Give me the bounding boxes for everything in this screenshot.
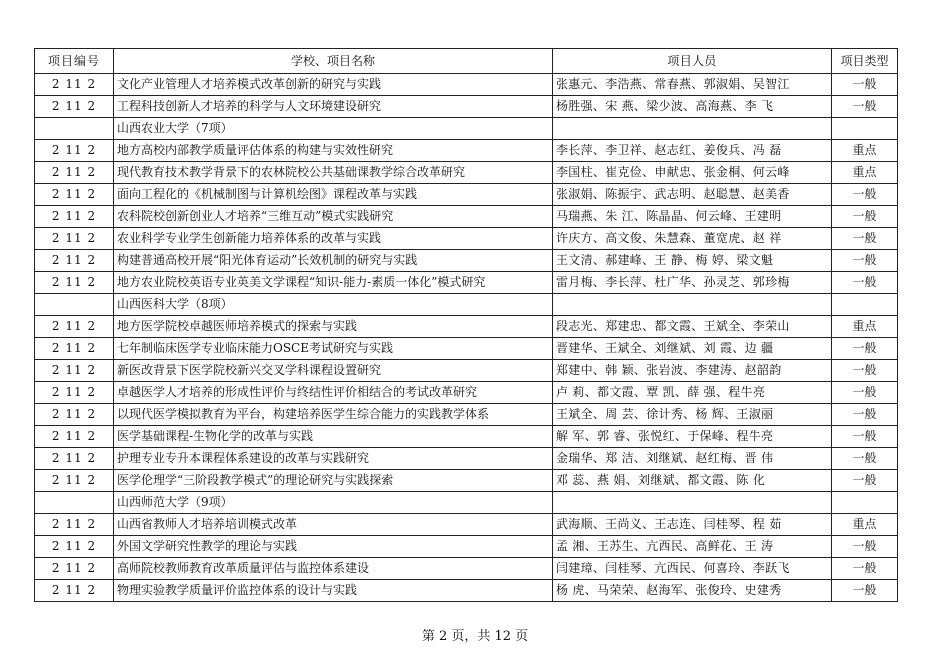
cell-project-members: 许庆方、高文俊、朱慧森、董宽虎、赵 祥 (553, 228, 832, 250)
cell-project-name: 山西农业大学（7项） (114, 118, 553, 140)
cell-project-code: 2 11 2 (35, 338, 114, 360)
table-row (35, 140, 898, 162)
table-row (35, 404, 898, 426)
cell-project-type (832, 492, 898, 514)
cell-project-name: 农科院校创新创业人才培养“三维互动”模式实践研究 (114, 206, 553, 228)
cell-project-name: 地方农业院校英语专业英美文学课程“知识-能力-素质一体化”模式研究 (114, 272, 553, 294)
cell-project-name: 卓越医学人才培养的形成性评价与终结性评价相结合的考试改革研究 (114, 382, 553, 404)
cell-project-code: 2 11 2 (35, 404, 114, 426)
table-row (35, 360, 898, 382)
cell-project-members: 武海顺、王尚义、王志连、闫桂琴、程 茹 (553, 514, 832, 536)
table-row (35, 96, 898, 118)
cell-project-code: 2 11 2 (35, 580, 114, 602)
cell-project-name: 现代教育技术教学背景下的农林院校公共基础课教学综合改革研究 (114, 162, 553, 184)
cell-project-members: 雷月梅、李长萍、杜广华、孙灵芝、郭珍梅 (553, 272, 832, 294)
cell-project-code: 2 11 2 (35, 558, 114, 580)
cell-project-code: 2 11 2 (35, 448, 114, 470)
cell-project-code (35, 118, 114, 140)
cell-project-name: 山西医科大学（8项） (114, 294, 553, 316)
school-section-row (35, 118, 898, 140)
header-project-code: 项目编号 (35, 49, 114, 74)
cell-project-code: 2 11 2 (35, 250, 114, 272)
cell-project-type: 一般 (832, 228, 898, 250)
cell-project-type: 一般 (832, 580, 898, 602)
table-row (35, 580, 898, 602)
cell-project-code: 2 11 2 (35, 426, 114, 448)
cell-project-type: 一般 (832, 184, 898, 206)
cell-project-members: 晋建华、王斌全、刘继斌、刘 霞、边 疆 (553, 338, 832, 360)
cell-project-code: 2 11 2 (35, 74, 114, 96)
cell-project-code: 2 11 2 (35, 514, 114, 536)
cell-project-type: 一般 (832, 360, 898, 382)
table-row (35, 206, 898, 228)
cell-project-members: 马瑞燕、朱 江、陈晶晶、何云峰、王建明 (553, 206, 832, 228)
cell-project-name: 物理实验教学质量评价监控体系的设计与实践 (114, 580, 553, 602)
cell-project-members: 郑建中、韩 颖、张岩波、李建涛、赵韶韵 (553, 360, 832, 382)
table-row (35, 338, 898, 360)
cell-project-name: 以现代医学模拟教育为平台，构建培养医学生综合能力的实践教学体系 (114, 404, 553, 426)
cell-project-type: 重点 (832, 316, 898, 338)
cell-project-type: 一般 (832, 206, 898, 228)
cell-project-name: 工程科技创新人才培养的科学与人文环境建设研究 (114, 96, 553, 118)
header-school-project-name: 学校、项目名称 (114, 49, 553, 74)
cell-project-name: 七年制临床医学专业临床能力OSCE考试研究与实践 (114, 338, 553, 360)
cell-project-type: 重点 (832, 514, 898, 536)
cell-project-type: 重点 (832, 162, 898, 184)
cell-project-type: 重点 (832, 140, 898, 162)
cell-project-name: 面向工程化的《机械制图与计算机绘图》课程改革与实践 (114, 184, 553, 206)
table-row (35, 536, 898, 558)
cell-project-name: 护理专业专升本课程体系建设的改革与实践研究 (114, 448, 553, 470)
cell-project-members: 卢 莉、都文霞、覃 凯、薛 强、程牛亮 (553, 382, 832, 404)
cell-project-name: 构建普通高校开展“阳光体育运动”长效机制的研究与实践 (114, 250, 553, 272)
cell-project-type: 一般 (832, 96, 898, 118)
cell-project-code: 2 11 2 (35, 470, 114, 492)
header-project-type: 项目类型 (832, 49, 898, 74)
cell-project-code: 2 11 2 (35, 272, 114, 294)
cell-project-members (553, 294, 832, 316)
cell-project-members: 王文清、郝建峰、王 静、梅 婷、梁文魁 (553, 250, 832, 272)
cell-project-members: 杨 虎、马荣荣、赵海军、张俊玲、史建秀 (553, 580, 832, 602)
cell-project-code: 2 11 2 (35, 382, 114, 404)
school-section-row (35, 294, 898, 316)
cell-project-type (832, 294, 898, 316)
cell-project-type: 一般 (832, 536, 898, 558)
table-row (35, 426, 898, 448)
cell-project-members: 解 军、郭 睿、张悦红、于保峰、程牛亮 (553, 426, 832, 448)
cell-project-members: 王斌全、周 芸、徐计秀、杨 辉、王淑丽 (553, 404, 832, 426)
table-row (35, 162, 898, 184)
cell-project-type: 一般 (832, 448, 898, 470)
cell-project-code: 2 11 2 (35, 162, 114, 184)
cell-project-members: 杨胜强、宋 燕、梁少波、高海燕、李 飞 (553, 96, 832, 118)
page-number: 第 2 页，共 12 页 (421, 629, 529, 644)
cell-project-name: 医学基础课程-生物化学的改革与实践 (114, 426, 553, 448)
table-row (35, 514, 898, 536)
table-row (35, 250, 898, 272)
cell-project-type: 一般 (832, 382, 898, 404)
school-section-row (35, 492, 898, 514)
project-table (34, 48, 898, 602)
cell-project-code: 2 11 2 (35, 536, 114, 558)
cell-project-name: 外国文学研究性教学的理论与实践 (114, 536, 553, 558)
header-project-members: 项目人员 (553, 49, 832, 74)
cell-project-type: 一般 (832, 272, 898, 294)
cell-project-name: 高师院校教师教育改革质量评估与监控体系建设 (114, 558, 553, 580)
cell-project-code (35, 492, 114, 514)
cell-project-name: 地方高校内部教学质量评估体系的构建与实效性研究 (114, 140, 553, 162)
cell-project-type: 一般 (832, 404, 898, 426)
cell-project-members: 李长萍、李卫祥、赵志红、姜俊兵、冯 磊 (553, 140, 832, 162)
cell-project-members: 段志光、郑建忠、都文霞、王斌全、李荣山 (553, 316, 832, 338)
cell-project-code: 2 11 2 (35, 140, 114, 162)
table-row (35, 448, 898, 470)
cell-project-name: 新医改背景下医学院校新兴交叉学科课程设置研究 (114, 360, 553, 382)
cell-project-name: 农业科学专业学生创新能力培养体系的改革与实践 (114, 228, 553, 250)
cell-project-code: 2 11 2 (35, 96, 114, 118)
table-row (35, 316, 898, 338)
cell-project-type: 一般 (832, 250, 898, 272)
cell-project-name: 山西省教师人才培养培训模式改革 (114, 514, 553, 536)
table-row (35, 470, 898, 492)
table-row (35, 74, 898, 96)
cell-project-name: 山西师范大学（9项） (114, 492, 553, 514)
cell-project-members: 孟 湘、王苏生、亢西民、高鲜花、王 涛 (553, 536, 832, 558)
cell-project-type: 一般 (832, 470, 898, 492)
cell-project-code: 2 11 2 (35, 316, 114, 338)
cell-project-code: 2 11 2 (35, 184, 114, 206)
cell-project-members (553, 118, 832, 140)
cell-project-members: 张淑娟、陈振宇、武志明、赵聪慧、赵美香 (553, 184, 832, 206)
cell-project-type: 一般 (832, 558, 898, 580)
table-header-row (35, 49, 898, 74)
table-row (35, 184, 898, 206)
table-row (35, 558, 898, 580)
table-row (35, 382, 898, 404)
cell-project-type: 一般 (832, 74, 898, 96)
cell-project-name: 地方医学院校卓越医师培养模式的探索与实践 (114, 316, 553, 338)
cell-project-code: 2 11 2 (35, 206, 114, 228)
cell-project-members: 金瑞华、郑 洁、刘继斌、赵红梅、晋 伟 (553, 448, 832, 470)
cell-project-name: 医学伦理学“三阶段教学模式”的理论研究与实践探索 (114, 470, 553, 492)
cell-project-type: 一般 (832, 426, 898, 448)
table-row (35, 272, 898, 294)
cell-project-type (832, 118, 898, 140)
cell-project-code: 2 11 2 (35, 360, 114, 382)
table-row (35, 228, 898, 250)
cell-project-code (35, 294, 114, 316)
cell-project-members: 李国柱、崔克俭、申献忠、张金桐、何云峰 (553, 162, 832, 184)
cell-project-members: 邓 蕊、燕 娟、刘继斌、都文霞、陈 化 (553, 470, 832, 492)
cell-project-type: 一般 (832, 338, 898, 360)
cell-project-name: 文化产业管理人才培养模式改革创新的研究与实践 (114, 74, 553, 96)
cell-project-code: 2 11 2 (35, 228, 114, 250)
table-body (35, 74, 898, 602)
cell-project-members: 闫建璋、闫桂琴、亢西民、何喜玲、李跃飞 (553, 558, 832, 580)
cell-project-members (553, 492, 832, 514)
cell-project-members: 张惠元、李浩燕、常春燕、郭淑娟、吴智江 (553, 74, 832, 96)
